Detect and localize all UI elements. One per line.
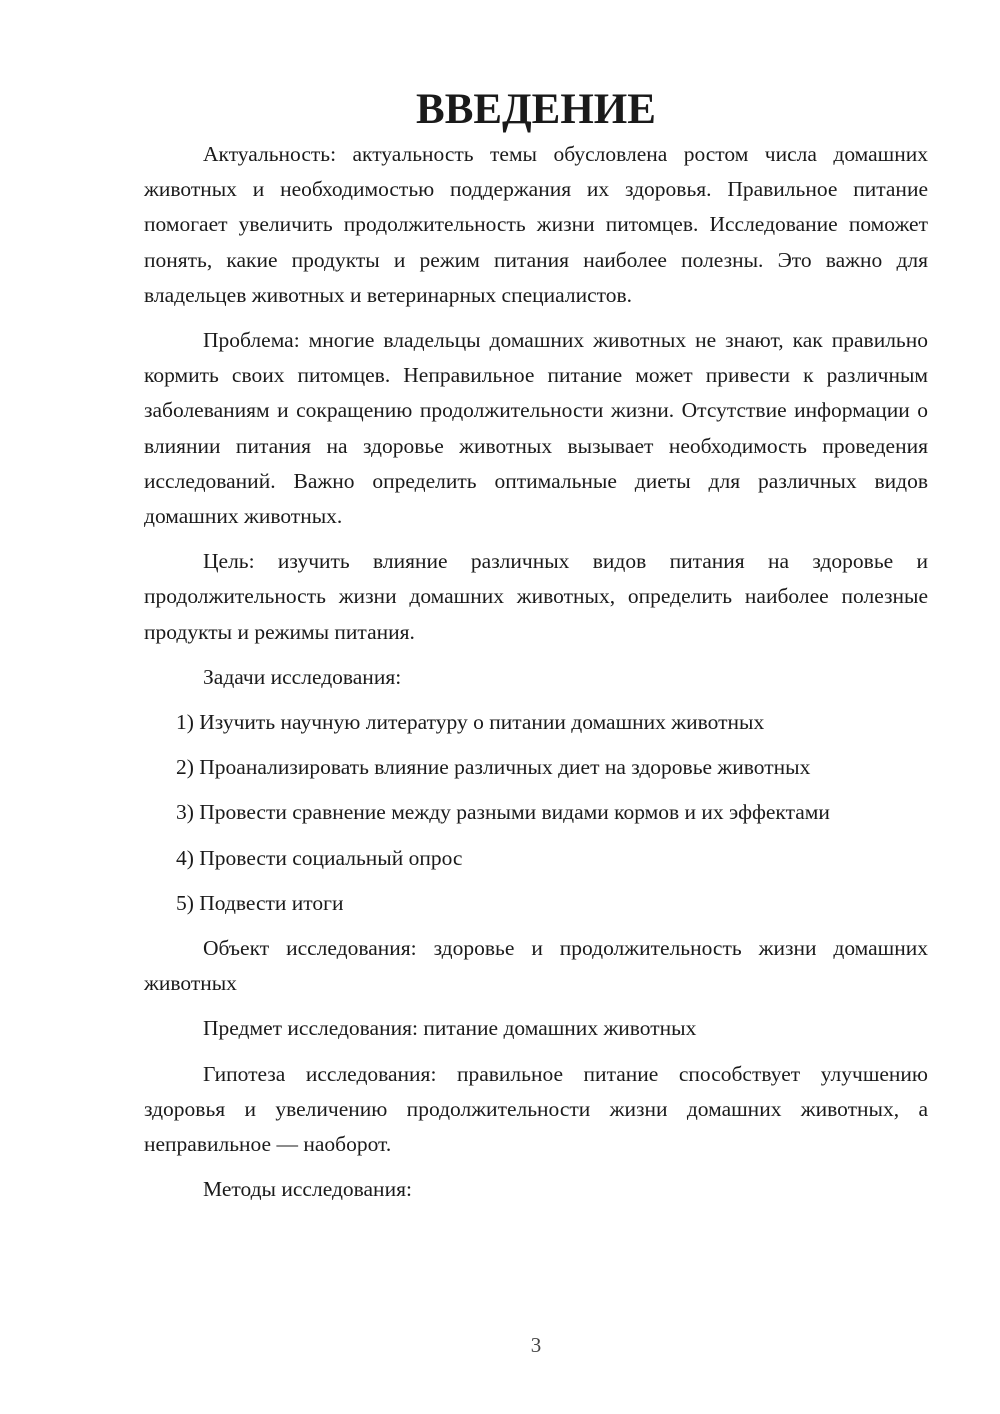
- list-item: 5) Подвести итоги: [176, 890, 344, 915]
- page-number: 3: [530, 1333, 542, 1357]
- paragraph-tasks-title: Задачи исследования:: [203, 664, 402, 689]
- section-heading: ВВЕДЕНИЕ: [416, 86, 656, 133]
- paragraph-object: Объект исследования: здоровье и продолжительность жизни домашних животных: [144, 936, 928, 996]
- document-page: [144, 86, 928, 1217]
- list-item: 1) Изучить научную литературу о питании домашних животных: [176, 710, 765, 735]
- paragraph-methods-title: Методы исследования:: [203, 1177, 412, 1202]
- paragraph-subject: Предмет исследования: питание домашних животных: [203, 1016, 697, 1041]
- tasks-list: [144, 705, 928, 921]
- list-item: 4) Провести социальный опрос: [176, 845, 463, 870]
- paragraph-hypothesis: Гипотеза исследования: правильное питание способствует улучшению здоровья и увеличению продолжительности жизни домашних животных, а неправильное — наоборот.: [144, 1061, 928, 1157]
- paragraph-goal: Цель: изучить влияние различных видов питания на здоровье и продолжительность жизни домашних животных, определить наиболее полезные продукты и режимы питания.: [144, 549, 928, 644]
- list-item: 3) Провести сравнение между разными видами кормов и их эффектами: [176, 800, 830, 825]
- paragraph-problem: Проблема: многие владельцы домашних животных не знают, как правильно кормить своих питомцев. Неправильное питание может привести к различным заболеваниям и сокращению продолжительности жизни. Отсутствие информации о влиянии питания на здоровье животных вызывает необходимость проведения исследований. Важно определить оптимальные диеты для различных видов домашних животных.: [144, 328, 928, 529]
- list-item: 2) Проанализировать влияние различных диет на здоровье животных: [176, 755, 811, 780]
- paragraph-relevance: Актуальность: актуальность темы обусловлена ростом числа домашних животных и необходимостью поддержания их здоровья. Правильное питание помогает увеличить продолжительность жизни питомцев. Исследование поможет понять, какие продукты и режим питания наиболее полезны. Это важно для владельцев животных и ветеринарных специалистов.: [144, 142, 928, 307]
